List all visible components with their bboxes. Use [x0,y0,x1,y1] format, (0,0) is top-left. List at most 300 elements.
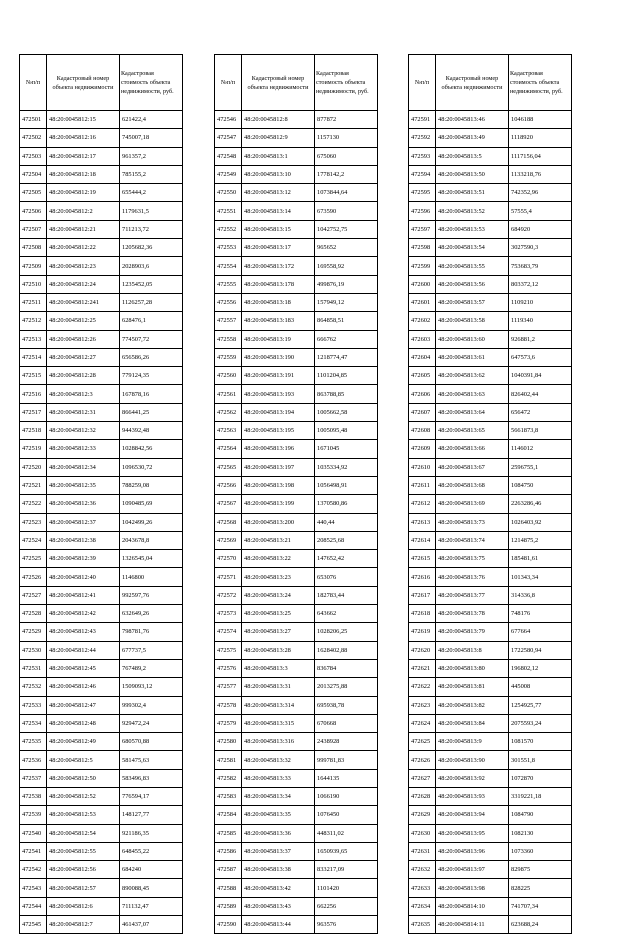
row-number: 472537 [20,769,47,787]
cadastral-number: 48:20:0045813:78 [436,605,509,623]
table-row [409,733,572,751]
row-number: 472632 [409,861,436,879]
table-row [409,312,572,330]
table-row [20,641,183,659]
row-number: 472503 [20,147,47,165]
table-row [409,513,572,531]
cadastral-number: 48:20:0045813:68 [436,476,509,494]
cadastral-cost: 301551,8 [509,751,572,769]
cadastral-cost: 632649,26 [120,605,183,623]
header-num: №п/п [215,55,242,111]
cadastral-cost: 653076 [315,568,378,586]
row-number: 472584 [215,806,242,824]
cadastral-number: 48:20:0045812:21 [47,220,120,238]
cadastral-number: 48:20:0045813:25 [242,605,315,623]
row-number: 472606 [409,385,436,403]
table-row [409,275,572,293]
table-row [409,531,572,549]
cadastral-number: 48:20:0045813:95 [436,824,509,842]
table-row [20,916,183,934]
table-header-row [20,55,183,111]
cadastral-cost: 1117156,04 [509,147,572,165]
cadastral-number: 48:20:0045813:197 [242,458,315,476]
table-row [409,678,572,696]
cadastral-cost: 182783,44 [315,586,378,604]
cadastral-cost: 1157130 [315,129,378,147]
row-number: 472623 [409,696,436,714]
row-number: 472572 [215,586,242,604]
table-row [20,751,183,769]
cadastral-cost: 863788,85 [315,385,378,403]
row-number: 472522 [20,495,47,513]
row-number: 472582 [215,769,242,787]
cadastral-number: 48:20:0045813:43 [242,897,315,915]
cadastral-cost: 1073844,64 [315,184,378,202]
cadastral-number: 48:20:0045812:31 [47,403,120,421]
cadastral-number: 48:20:0045812:37 [47,513,120,531]
row-number: 472630 [409,824,436,842]
cadastral-cost: 148127,77 [120,806,183,824]
table-row [215,184,378,202]
cadastral-cost: 741707,34 [509,897,572,915]
cadastral-cost: 788259,08 [120,476,183,494]
cadastral-cost: 2075593,24 [509,714,572,732]
cadastral-cost: 785155,2 [120,165,183,183]
cadastral-number: 48:20:0045813:44 [242,916,315,934]
row-number: 472506 [20,202,47,220]
cadastral-number: 48:20:0045813:52 [436,202,509,220]
cadastral-number: 48:20:0045813:37 [242,842,315,860]
cadastral-number: 48:20:0045813:33 [242,769,315,787]
table-row [215,513,378,531]
row-number: 472585 [215,824,242,842]
table-row [20,293,183,311]
table-row [409,714,572,732]
cadastral-cost: 167878,16 [120,385,183,403]
cadastral-number: 48:20:0045813:80 [436,659,509,677]
cadastral-cost: 147652,42 [315,550,378,568]
row-number: 472512 [20,312,47,330]
header-num: №п/п [20,55,47,111]
table-row [409,623,572,641]
table-row [215,751,378,769]
cadastral-number: 48:20:0045813:196 [242,440,315,458]
cadastral-cost: 670668 [315,714,378,732]
table-row [20,348,183,366]
cadastral-cost: 1090485,69 [120,495,183,513]
cadastral-number: 48:20:0045813:69 [436,495,509,513]
table-row [409,257,572,275]
table-row [20,586,183,604]
table-row [20,147,183,165]
cadastral-number: 48:20:0045813:50 [436,165,509,183]
row-number: 472602 [409,312,436,330]
cadastral-number: 48:20:0045813:12 [242,184,315,202]
table-row [409,568,572,586]
cadastral-number: 48:20:0045812:32 [47,422,120,440]
cadastral-cost: 779124,35 [120,367,183,385]
cadastral-number: 48:20:0045812:50 [47,769,120,787]
cadastral-cost: 1076450 [315,806,378,824]
cadastral-number: 48:20:0045812:40 [47,568,120,586]
table-row [215,111,378,129]
cadastral-number: 48:20:0045812:54 [47,824,120,842]
row-number: 472546 [215,111,242,129]
cadastral-number: 48:20:0045813:92 [436,769,509,787]
table-row [20,897,183,915]
cadastral-cost: 833217,09 [315,861,378,879]
cadastral-number: 48:20:0045813:57 [436,293,509,311]
row-number: 472575 [215,641,242,659]
table-header-row [409,55,572,111]
cadastral-cost: 753683,79 [509,257,572,275]
cadastral-cost: 1218774,47 [315,348,378,366]
cadastral-cost: 2263286,46 [509,495,572,513]
table-row [20,367,183,385]
row-number: 472542 [20,861,47,879]
row-number: 472571 [215,568,242,586]
row-number: 472564 [215,440,242,458]
cadastral-number: 48:20:0045812:57 [47,879,120,897]
table-row [20,842,183,860]
cadastral-number: 48:20:0045812:42 [47,605,120,623]
row-number: 472519 [20,440,47,458]
table-row [215,458,378,476]
table-row [20,239,183,257]
cadastral-number: 48:20:0045813:19 [242,330,315,348]
row-number: 472568 [215,513,242,531]
cadastral-number: 48:20:0045812:6 [47,897,120,915]
row-number: 472563 [215,422,242,440]
cadastral-number: 48:20:0045813:55 [436,257,509,275]
cadastral-cost: 999302,4 [120,696,183,714]
row-number: 472557 [215,312,242,330]
table-row [215,330,378,348]
table-row [20,458,183,476]
cadastral-cost: 684240 [120,861,183,879]
cadastral-number: 48:20:0045813:28 [242,641,315,659]
cadastral-cost: 992597,76 [120,586,183,604]
table-row [215,769,378,787]
cadastral-number: 48:20:0045812:3 [47,385,120,403]
table-row [409,385,572,403]
table-row [20,696,183,714]
cadastral-number: 48:20:0045813:64 [436,403,509,421]
cadastral-cost: 1040391,84 [509,367,572,385]
cadastral-number: 48:20:0045813:17 [242,239,315,257]
cadastral-number: 48:20:0045813:35 [242,806,315,824]
cadastral-number: 48:20:0045812:55 [47,842,120,860]
table-row [409,440,572,458]
table-row [20,531,183,549]
row-number: 472616 [409,568,436,586]
table-row [215,202,378,220]
table-row [20,220,183,238]
cadastral-number: 48:20:0045814:11 [436,916,509,934]
cadastral-cost: 1235452,05 [120,275,183,293]
cadastral-cost: 5661873,8 [509,422,572,440]
row-number: 472611 [409,476,436,494]
row-number: 472627 [409,769,436,787]
table-row [409,824,572,842]
cadastral-cost: 926881,2 [509,330,572,348]
cadastral-cost: 656586,26 [120,348,183,366]
table-row [20,733,183,751]
table-row [215,787,378,805]
row-number: 472511 [20,293,47,311]
cadastral-number: 48:20:0045813:75 [436,550,509,568]
cadastral-number: 48:20:0045812:52 [47,787,120,805]
cadastral-cost: 1628402,88 [315,641,378,659]
cadastral-cost: 623688,24 [509,916,572,934]
cadastral-cost: 157949,12 [315,293,378,311]
table-row [215,550,378,568]
cadastral-cost: 314336,8 [509,586,572,604]
row-number: 472524 [20,531,47,549]
row-number: 472628 [409,787,436,805]
table-row [215,586,378,604]
cadastral-cost: 445008 [509,678,572,696]
cadastral-cost: 826402,44 [509,385,572,403]
table-row [215,605,378,623]
cadastral-number: 48:20:0045813:90 [436,751,509,769]
cadastral-cost: 461437,07 [120,916,183,934]
cadastral-number: 48:20:0045812:33 [47,440,120,458]
cadastral-number: 48:20:0045812:8 [242,111,315,129]
table-row [215,806,378,824]
cadastral-number: 48:20:0045812:56 [47,861,120,879]
row-number: 472554 [215,257,242,275]
row-number: 472576 [215,659,242,677]
cadastral-number: 48:20:0045813:81 [436,678,509,696]
cadastral-cost: 829875 [509,861,572,879]
cadastral-cost: 864858,51 [315,312,378,330]
table-row [215,531,378,549]
cadastral-number: 48:20:0045812:17 [47,147,120,165]
cadastral-number: 48:20:0045813:172 [242,257,315,275]
cadastral-cost: 1326545,04 [120,550,183,568]
table-row [409,842,572,860]
cadastral-cost: 656472 [509,403,572,421]
cadastral-number: 48:20:0045813:76 [436,568,509,586]
row-number: 472619 [409,623,436,641]
table-row [409,476,572,494]
row-number: 472513 [20,330,47,348]
row-number: 472539 [20,806,47,824]
table-row [409,202,572,220]
cadastral-cost: 169558,92 [315,257,378,275]
cadastral-cost: 1066190 [315,787,378,805]
cadastral-cost: 1133218,76 [509,165,572,183]
table-row [20,330,183,348]
cadastral-number: 48:20:0045812:48 [47,714,120,732]
table-row [409,696,572,714]
cadastral-number: 48:20:0045813:3 [242,659,315,677]
cadastral-number: 48:20:0045813:84 [436,714,509,732]
row-number: 472543 [20,879,47,897]
row-number: 472617 [409,586,436,604]
table-row [409,239,572,257]
row-number: 472579 [215,714,242,732]
cadastral-cost: 440,44 [315,513,378,531]
cadastral-number: 48:20:0045813:67 [436,458,509,476]
cadastral-cost: 921186,35 [120,824,183,842]
row-number: 472541 [20,842,47,860]
table-row [215,897,378,915]
header-cadastral-number: Кадастровый номер объекта недвижимости [47,55,120,111]
table-header-row [215,55,378,111]
cadastral-cost: 196802,12 [509,659,572,677]
row-number: 472615 [409,550,436,568]
row-number: 472558 [215,330,242,348]
table-row [20,202,183,220]
cadastral-cost: 2043678,8 [120,531,183,549]
cadastral-number: 48:20:0045812:47 [47,696,120,714]
table-row [20,257,183,275]
row-number: 472509 [20,257,47,275]
cadastral-number: 48:20:0045813:190 [242,348,315,366]
header-cadastral-cost: Кадастровая стоимость объекта недвижимости, руб. [509,55,572,111]
cadastral-cost: 965652 [315,239,378,257]
cadastral-cost: 1214875,2 [509,531,572,549]
table-row [215,403,378,421]
table-row [215,696,378,714]
row-number: 472578 [215,696,242,714]
header-cadastral-cost: Кадастровая стоимость объекта недвижимости, руб. [315,55,378,111]
row-number: 472535 [20,733,47,751]
row-number: 472527 [20,586,47,604]
table-row [20,129,183,147]
table-row [409,165,572,183]
table-row [215,239,378,257]
table-row [409,458,572,476]
cadastral-number: 48:20:0045813:61 [436,348,509,366]
row-number: 472502 [20,129,47,147]
row-number: 472540 [20,824,47,842]
cadastral-number: 48:20:0045813:82 [436,696,509,714]
cadastral-number: 48:20:0045812:39 [47,550,120,568]
row-number: 472625 [409,733,436,751]
row-number: 472505 [20,184,47,202]
table-row [215,714,378,732]
table-row [409,605,572,623]
table-row [409,659,572,677]
row-number: 472515 [20,367,47,385]
cadastral-number: 48:20:0045813:54 [436,239,509,257]
table-row [20,422,183,440]
table-row [409,293,572,311]
table-row [409,147,572,165]
cadastral-cost: 2596755,1 [509,458,572,476]
table-row [20,550,183,568]
row-number: 472590 [215,916,242,934]
row-number: 472551 [215,202,242,220]
cadastral-number: 48:20:0045812:34 [47,458,120,476]
row-number: 472587 [215,861,242,879]
row-number: 472607 [409,403,436,421]
row-number: 472531 [20,659,47,677]
cadastral-cost: 745007,18 [120,129,183,147]
row-number: 472561 [215,385,242,403]
cadastral-cost: 1056498,91 [315,476,378,494]
table-row [215,568,378,586]
row-number: 472634 [409,897,436,915]
table-row [215,147,378,165]
row-number: 472523 [20,513,47,531]
cadastral-number: 48:20:0045812:25 [47,312,120,330]
cadastral-number: 48:20:0045813:62 [436,367,509,385]
table-row [20,165,183,183]
row-number: 472501 [20,111,47,129]
row-number: 472536 [20,751,47,769]
table-row [409,641,572,659]
cadastral-cost: 866441,25 [120,403,183,421]
cadastral-cost: 1046188 [509,111,572,129]
cadastral-number: 48:20:0045813:98 [436,879,509,897]
cadastral-number: 48:20:0045812:41 [47,586,120,604]
cadastral-number: 48:20:0045812:44 [47,641,120,659]
table-row [409,550,572,568]
row-number: 472594 [409,165,436,183]
cadastral-number: 48:20:0045812:45 [47,659,120,677]
row-number: 472545 [20,916,47,934]
cadastral-cost: 1072870 [509,769,572,787]
row-number: 472530 [20,641,47,659]
cadastral-cost: 655444,2 [120,184,183,202]
table-row [409,129,572,147]
table-row [215,129,378,147]
row-number: 472612 [409,495,436,513]
table-row [20,605,183,623]
cadastral-cost: 185481,61 [509,550,572,568]
table-row [409,184,572,202]
table-row [20,440,183,458]
row-number: 472514 [20,348,47,366]
cadastral-number: 48:20:0045813:314 [242,696,315,714]
table-row [20,513,183,531]
header-num: №п/п [409,55,436,111]
cadastral-cost: 1126257,28 [120,293,183,311]
cadastral-number: 48:20:0045813:32 [242,751,315,769]
cadastral-number: 48:20:0045812:49 [47,733,120,751]
row-number: 472526 [20,568,47,586]
cadastral-cost: 1081570 [509,733,572,751]
table-row [215,659,378,677]
cadastral-number: 48:20:0045813:199 [242,495,315,513]
cadastral-number: 48:20:0045812:2 [47,202,120,220]
cadastral-number: 48:20:0045812:23 [47,257,120,275]
table-row [409,916,572,934]
table-row [20,806,183,824]
cadastral-number: 48:20:0045813:315 [242,714,315,732]
cadastral-cost: 1778142,2 [315,165,378,183]
table-row [215,348,378,366]
row-number: 472586 [215,842,242,860]
table-row [215,623,378,641]
cadastral-cost: 1650939,65 [315,842,378,860]
row-number: 472544 [20,897,47,915]
cadastral-number: 48:20:0045813:36 [242,824,315,842]
row-number: 472608 [409,422,436,440]
cadastral-cost: 1205682,36 [120,239,183,257]
cadastral-number: 48:20:0045812:43 [47,623,120,641]
cadastral-cost: 1509093,12 [120,678,183,696]
row-number: 472610 [409,458,436,476]
cadastral-cost: 1722580,94 [509,641,572,659]
table-row [20,714,183,732]
table-row [215,916,378,934]
cadastral-number: 48:20:0045812:15 [47,111,120,129]
